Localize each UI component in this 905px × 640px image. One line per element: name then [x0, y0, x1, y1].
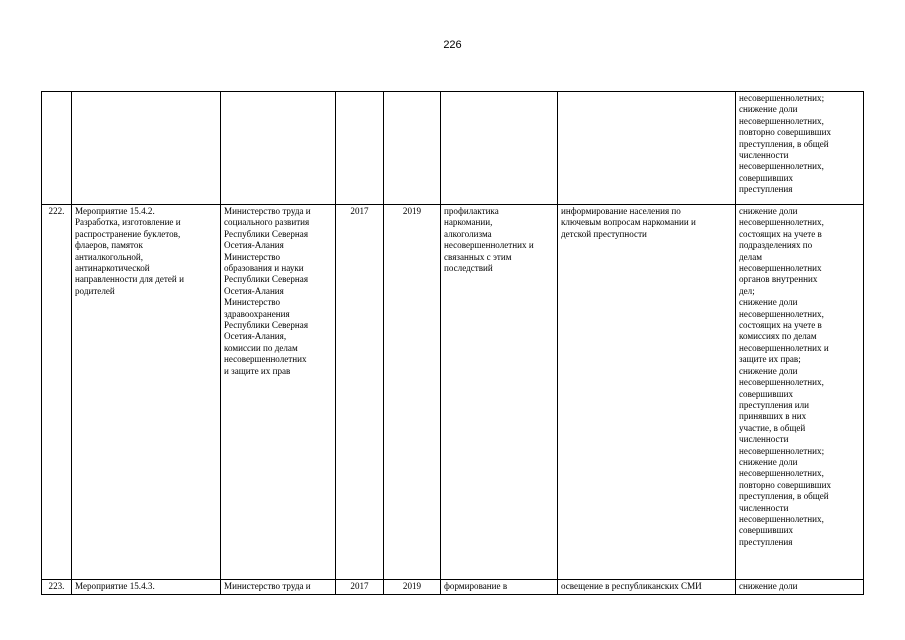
cell-line: образования и науки — [224, 263, 304, 274]
table-row — [42, 92, 864, 205]
start-year-cell — [336, 580, 384, 595]
cell-line: несовершеннолетних, — [739, 513, 824, 524]
cell-line: дел; — [739, 285, 755, 296]
cell-line: преступления, в общей — [739, 491, 829, 502]
cell-line: подразделениях по — [739, 240, 813, 251]
executor-cell — [221, 580, 336, 595]
content-cell — [558, 580, 736, 595]
cell-line: социального развития — [224, 217, 310, 228]
event-cell — [72, 580, 221, 595]
cell-line: связанных с этим — [444, 251, 512, 262]
cell-line: распространение буклетов, — [75, 228, 181, 239]
cell-line: участие, в общей — [739, 422, 806, 433]
cell-line: несовершеннолетних — [224, 354, 307, 365]
cell-line: несовершеннолетних — [739, 263, 822, 274]
program-table — [41, 91, 864, 595]
row-number-cell — [42, 580, 72, 595]
cell-line: Министерство — [224, 297, 281, 308]
cell-line: наркомании, — [444, 217, 493, 228]
start-year-cell — [336, 205, 384, 580]
cell-line: повторно совершивших — [739, 127, 832, 138]
cell-line: Министерство труда и — [224, 581, 311, 591]
cell-text: 2017 — [350, 581, 369, 591]
cell-line: формирование в — [444, 581, 508, 591]
cell-line: несовершеннолетних, — [739, 377, 824, 388]
cell-line: снижение доли — [739, 456, 798, 467]
event-cell — [72, 92, 221, 205]
cell-line: несовершеннолетних и — [444, 240, 534, 251]
cell-line: совершивших — [739, 388, 793, 399]
cell-line: снижение доли — [739, 581, 798, 591]
cell-text: 223. — [48, 581, 65, 591]
table-body — [42, 92, 864, 595]
end-year-cell — [384, 580, 441, 595]
end-year-cell — [384, 92, 441, 205]
indicators-cell — [736, 205, 864, 580]
row-number-cell — [42, 205, 72, 580]
cell-line: снижение доли — [739, 365, 798, 376]
table-row — [42, 580, 864, 595]
cell-text: 2017 — [350, 206, 369, 216]
cell-line: антинаркотической — [75, 263, 150, 274]
cell-line: Республики Северная — [224, 320, 309, 331]
cell-line: флаеров, памяток — [75, 240, 143, 251]
cell-line: состоящих на учете в — [739, 228, 822, 239]
cell-line: численности — [739, 434, 789, 445]
cell-line: профилактика — [444, 206, 499, 216]
cell-line: антиалкогольной, — [75, 251, 144, 262]
cell-line: комиссии по делам — [224, 342, 298, 353]
page-number: 226 — [443, 39, 462, 51]
cell-line: и защите их прав — [224, 365, 291, 376]
end-year-cell — [384, 205, 441, 580]
cell-line: несовершеннолетних; — [739, 93, 825, 103]
cell-line: снижение доли — [739, 206, 798, 216]
cell-line: совершивших — [739, 525, 793, 536]
cell-line: делам — [739, 251, 762, 262]
cell-line: преступления — [739, 184, 793, 195]
event-cell — [72, 205, 221, 580]
cell-line: несовершеннолетних, — [739, 115, 824, 126]
cell-line: Мероприятие 15.4.3. — [75, 581, 155, 591]
cell-line: несовершеннолетних, — [739, 217, 824, 228]
row-number-cell — [42, 92, 72, 205]
cell-line: преступления — [739, 536, 793, 547]
executor-cell — [221, 92, 336, 205]
content-cell — [558, 205, 736, 580]
cell-line: информирование населения по — [561, 206, 681, 216]
indicators-cell — [736, 92, 864, 205]
cell-line: Мероприятие 15.4.2. — [75, 206, 155, 216]
executor-cell — [221, 205, 336, 580]
cell-line: Министерство — [224, 251, 281, 262]
cell-line: преступления, в общей — [739, 138, 829, 149]
cell-line: алкоголизма — [444, 228, 492, 239]
cell-line: несовершеннолетних; — [739, 445, 825, 456]
cell-line: снижение доли — [739, 104, 798, 115]
cell-line: защите их прав; — [739, 354, 801, 365]
cell-line: Республики Северная — [224, 228, 309, 239]
cell-line: Осетия-Алания, — [224, 331, 287, 342]
cell-line: преступления или — [739, 399, 810, 410]
cell-line: снижение доли — [739, 297, 798, 308]
cell-line: состоящих на учете в — [739, 320, 822, 331]
cell-line: численности — [739, 150, 789, 161]
cell-text: 2019 — [402, 581, 422, 591]
content-cell — [558, 92, 736, 205]
indicators-cell — [736, 580, 864, 595]
goal-cell — [441, 580, 558, 595]
cell-line: несовершеннолетних, — [739, 308, 824, 319]
cell-line: родителей — [75, 285, 115, 296]
start-year-cell — [336, 92, 384, 205]
cell-text: 222. — [48, 206, 65, 216]
cell-line: Осетия-Алания — [224, 240, 284, 251]
cell-line: Республики Северная — [224, 274, 309, 285]
cell-line: совершивших — [739, 172, 793, 183]
cell-line: комиссиях по делам — [739, 331, 817, 342]
cell-line: Разработка, изготовление и — [75, 217, 181, 228]
goal-cell — [441, 205, 558, 580]
cell-line: повторно совершивших — [739, 479, 832, 490]
cell-line: несовершеннолетних, — [739, 468, 824, 479]
cell-line: последствий — [444, 263, 493, 274]
cell-line: детской преступности — [561, 228, 647, 239]
cell-line: направленности для детей и — [75, 274, 184, 285]
cell-line: принявших в них — [739, 411, 807, 422]
goal-cell — [441, 92, 558, 205]
cell-line: несовершеннолетних и — [739, 342, 829, 353]
cell-line: ключевым вопросам наркомании и — [561, 217, 696, 228]
cell-line: Министерство труда и — [224, 206, 311, 216]
table-row — [42, 205, 864, 580]
cell-line: здравоохранения — [224, 308, 290, 319]
cell-line: органов внутренних — [739, 274, 818, 285]
cell-line: численности — [739, 502, 789, 513]
cell-line: освещение в республиканских СМИ — [561, 581, 702, 591]
cell-line: несовершеннолетних, — [739, 161, 824, 172]
cell-line: Осетия-Алания — [224, 285, 284, 296]
cell-text: 2019 — [402, 206, 422, 216]
